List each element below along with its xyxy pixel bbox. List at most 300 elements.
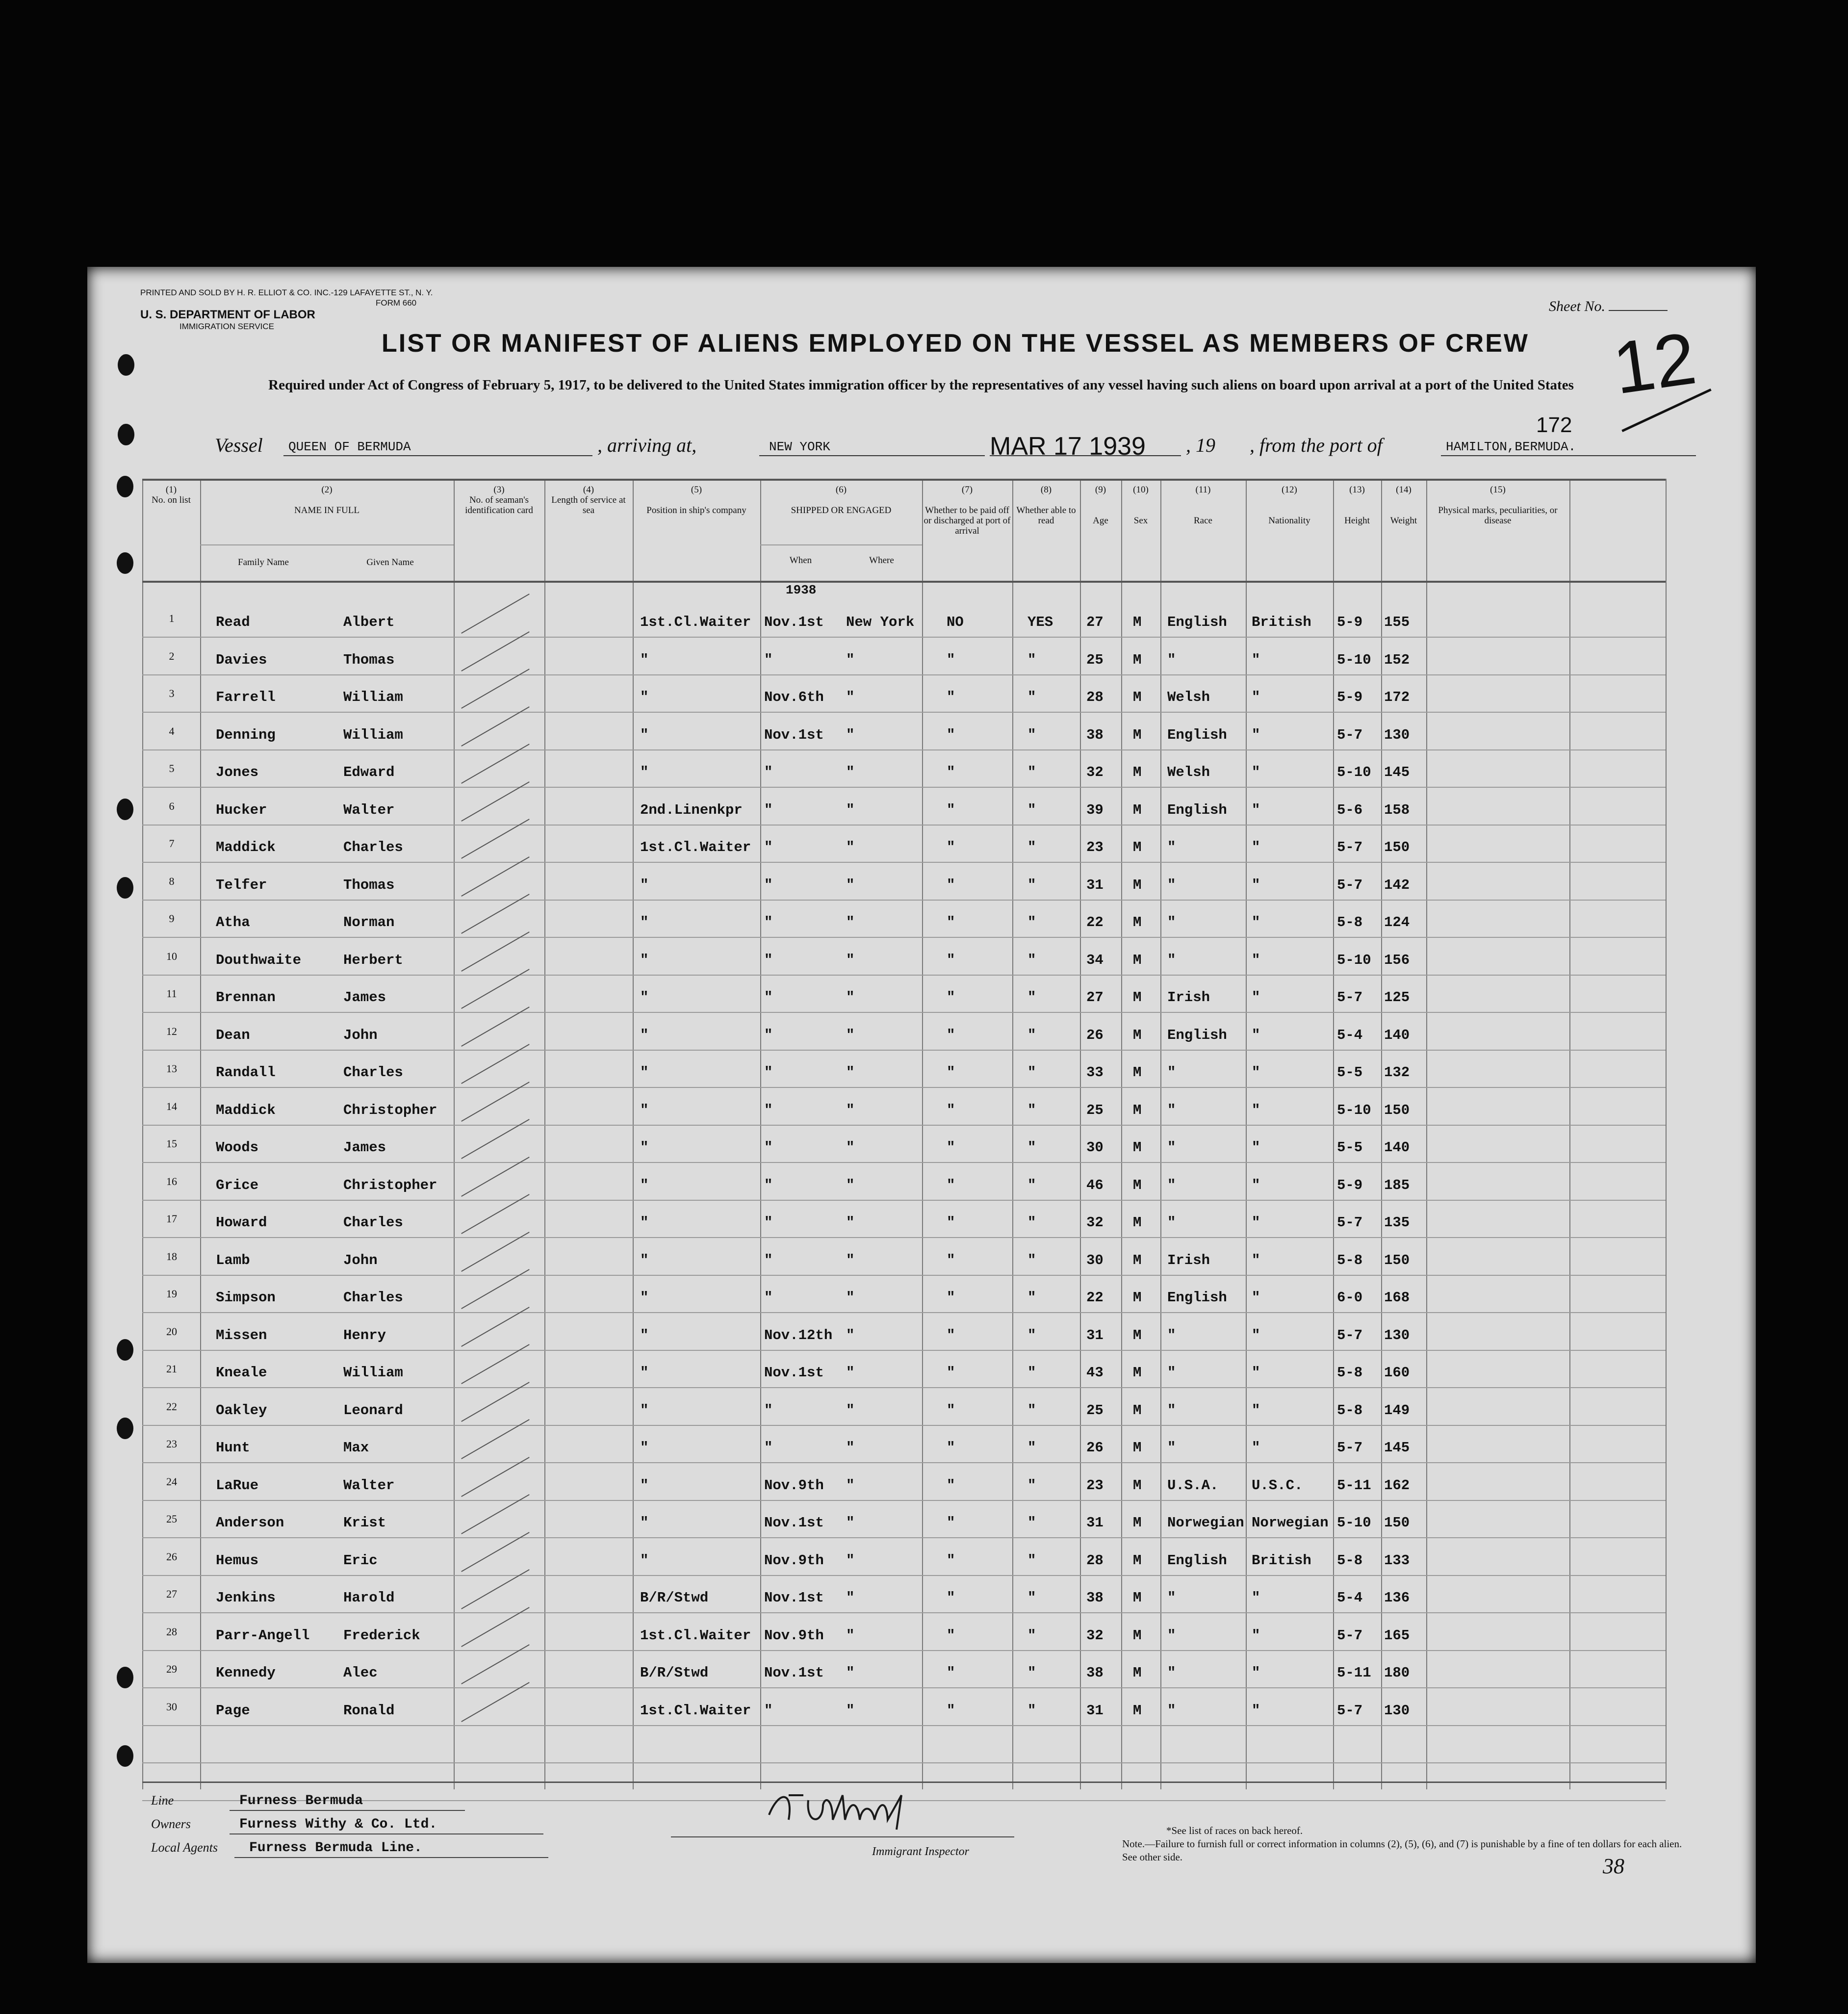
position: " [640, 764, 649, 780]
given-name: Charles [343, 1290, 403, 1306]
paid-off: " [947, 1515, 955, 1531]
able-to-read: " [1027, 689, 1036, 705]
footer-owners: Owners Furness Withy & Co. Ltd. [151, 1817, 437, 1832]
race: Welsh [1167, 689, 1210, 705]
height: 5-7 [1337, 1702, 1363, 1719]
family-name: Brennan [216, 989, 276, 1006]
weight: 158 [1384, 801, 1410, 818]
row-number: 1 [169, 612, 175, 624]
col-header-age: (9) Age [1093, 485, 1108, 526]
sex: M [1133, 801, 1142, 818]
able-to-read: " [1027, 1627, 1036, 1644]
sex: M [1133, 726, 1142, 743]
race: English [1167, 1552, 1227, 1569]
weight: 150 [1384, 839, 1410, 855]
paid-off: " [947, 1440, 955, 1456]
shipped-where: " [846, 1290, 855, 1306]
weight: 145 [1384, 764, 1410, 780]
line-value: Furness Bermuda [239, 1793, 363, 1808]
age: 34 [1086, 952, 1104, 968]
sex: M [1133, 1627, 1142, 1644]
sex: M [1133, 764, 1142, 780]
paid-off: " [947, 914, 955, 930]
able-to-read: " [1027, 1027, 1036, 1043]
shipped-where: " [846, 726, 855, 743]
height: 5-8 [1337, 1252, 1363, 1268]
shipped-where: " [846, 1102, 855, 1118]
position: " [640, 1027, 649, 1043]
nationality: " [1252, 1214, 1260, 1231]
family-name: Jenkins [216, 1590, 276, 1606]
nationality: " [1252, 839, 1260, 855]
able-to-read: " [1027, 1440, 1036, 1456]
footer-agents: Local Agents Furness Bermuda Line. [151, 1840, 422, 1856]
weight: 156 [1384, 952, 1410, 968]
race: U.S.A. [1167, 1477, 1219, 1494]
weight: 150 [1384, 1252, 1410, 1268]
weight: 130 [1384, 1327, 1410, 1343]
race: " [1167, 1402, 1176, 1419]
weight: 165 [1384, 1627, 1410, 1644]
position: " [640, 1327, 649, 1343]
weight: 135 [1384, 1214, 1410, 1231]
col-header-race: (11) Race [1194, 485, 1212, 526]
weight: 155 [1384, 614, 1410, 630]
height: 5-9 [1337, 689, 1363, 705]
row-number: 14 [166, 1100, 177, 1112]
departure-port: HAMILTON,BERMUDA. [1446, 439, 1576, 454]
shipped-where: New York [846, 614, 915, 630]
race: " [1167, 1365, 1176, 1381]
race: " [1167, 1102, 1176, 1118]
race: English [1167, 801, 1227, 818]
family-name: Simpson [216, 1290, 276, 1306]
height: 5-8 [1337, 914, 1363, 930]
row-number: 17 [166, 1213, 177, 1225]
nationality: " [1252, 764, 1260, 780]
shipped-when: " [764, 877, 773, 893]
given-name: William [343, 726, 403, 743]
race: Irish [1167, 1252, 1210, 1268]
family-name: Randall [216, 1064, 276, 1081]
crew-table [142, 479, 1666, 1789]
race: Welsh [1167, 764, 1210, 780]
given-name: Thomas [343, 877, 395, 893]
shipped-when: " [764, 1402, 773, 1419]
shipped-where: " [846, 1627, 855, 1644]
nationality: " [1252, 989, 1260, 1006]
punch-hole [117, 1745, 133, 1767]
sex: M [1133, 1290, 1142, 1306]
paid-off: " [947, 764, 955, 780]
paid-off: " [947, 1064, 955, 1081]
sex: M [1133, 1252, 1142, 1268]
nationality: Norwegian [1252, 1515, 1329, 1531]
given-name: Charles [343, 1214, 403, 1231]
able-to-read: " [1027, 651, 1036, 668]
race: " [1167, 1440, 1176, 1456]
weight: 130 [1384, 726, 1410, 743]
position: 2nd.Linenkpr [640, 801, 743, 818]
given-name: Thomas [343, 651, 395, 668]
nationality: " [1252, 1102, 1260, 1118]
shipped-when: Nov.6th [764, 689, 824, 705]
age: 28 [1086, 689, 1104, 705]
age: 26 [1086, 1027, 1104, 1043]
row-rule [142, 1462, 1666, 1463]
row-rule [142, 1500, 1666, 1501]
position: " [640, 877, 649, 893]
col-header-no: (1) No. on list [152, 485, 191, 505]
row-rule [142, 937, 1666, 938]
date-stamp: MAR 17 1939 [990, 432, 1146, 461]
given-name: John [343, 1252, 378, 1268]
shipped-when: Nov.1st [764, 1515, 824, 1531]
row-number: 25 [166, 1513, 177, 1525]
row-number: 26 [166, 1550, 177, 1563]
vessel-line: Vessel QUEEN OF BERMUDA , arriving at, NEW YORK MAR 17 1939 , 19 , from the port of HAMILTON,BERMUDA. [215, 434, 1667, 463]
punch-hole [117, 799, 133, 820]
sex: M [1133, 914, 1142, 930]
family-name: Woods [216, 1139, 259, 1156]
row-rule [142, 1575, 1666, 1576]
row-rule [142, 1762, 1666, 1763]
shipped-where: " [846, 1665, 855, 1681]
punch-hole [118, 424, 134, 445]
family-name: Missen [216, 1327, 267, 1343]
position: " [640, 914, 649, 930]
family-name: Denning [216, 726, 276, 743]
height: 5-10 [1337, 1102, 1371, 1118]
shipped-when: " [764, 1290, 773, 1306]
family-name: Davies [216, 651, 267, 668]
age: 23 [1086, 1477, 1104, 1494]
shipped-when: Nov.12th [764, 1327, 833, 1343]
weight: 125 [1384, 989, 1410, 1006]
row-number: 5 [169, 762, 175, 775]
weight: 162 [1384, 1477, 1410, 1494]
sheet-number: Sheet No. [1549, 298, 1668, 315]
shipped-where: " [846, 1440, 855, 1456]
race: " [1167, 1139, 1176, 1156]
nationality: " [1252, 914, 1260, 930]
shipped-where: " [846, 1702, 855, 1719]
height: 5-8 [1337, 1552, 1363, 1569]
shipped-where: " [846, 1477, 855, 1494]
weight: 140 [1384, 1027, 1410, 1043]
able-to-read: " [1027, 1102, 1036, 1118]
weight: 130 [1384, 1702, 1410, 1719]
race: Norwegian [1167, 1515, 1244, 1531]
row-number: 8 [169, 875, 175, 887]
height: 5-7 [1337, 1327, 1363, 1343]
paid-off: " [947, 1552, 955, 1569]
page-number: 172 [1536, 413, 1572, 437]
position: 1st.Cl.Waiter [640, 1627, 751, 1644]
row-rule [142, 1725, 1666, 1726]
manifest-sheet [87, 267, 1756, 1963]
paid-off: " [947, 1290, 955, 1306]
age: 31 [1086, 877, 1104, 893]
nationality: " [1252, 801, 1260, 818]
given-name: Edward [343, 764, 395, 780]
weight: 140 [1384, 1139, 1410, 1156]
weight: 124 [1384, 914, 1410, 930]
col-header-when: When [789, 555, 812, 566]
shipped-when: Nov.1st [764, 1365, 824, 1381]
sex: M [1133, 1515, 1142, 1531]
age: 22 [1086, 1290, 1104, 1306]
age: 32 [1086, 1627, 1104, 1644]
family-name: Page [216, 1702, 250, 1719]
sex: M [1133, 1402, 1142, 1419]
race: " [1167, 1665, 1176, 1681]
shipped-where: " [846, 1402, 855, 1419]
position: " [640, 1064, 649, 1081]
position: 1st.Cl.Waiter [640, 839, 751, 855]
shipped-when: " [764, 952, 773, 968]
nationality: " [1252, 952, 1260, 968]
sex: M [1133, 1102, 1142, 1118]
given-name: William [343, 689, 403, 705]
family-name: Farrell [216, 689, 276, 705]
sex: M [1133, 651, 1142, 668]
given-name: William [343, 1365, 403, 1381]
paid-off: " [947, 1102, 955, 1118]
shipped-when: Nov.1st [764, 726, 824, 743]
race: " [1167, 1177, 1176, 1193]
row-number: 11 [166, 987, 177, 1000]
given-name: Eric [343, 1552, 378, 1569]
age: 38 [1086, 1665, 1104, 1681]
able-to-read: " [1027, 764, 1036, 780]
shipped-when: " [764, 914, 773, 930]
race: " [1167, 1214, 1176, 1231]
weight: 133 [1384, 1552, 1410, 1569]
col-header-physical: (15) Physical marks, peculiarities, or disease [1438, 485, 1558, 526]
punch-hole [117, 1667, 133, 1688]
able-to-read: " [1027, 1365, 1036, 1381]
able-to-read: " [1027, 1477, 1036, 1494]
shipped-where: " [846, 1177, 855, 1193]
height: 5-9 [1337, 614, 1363, 630]
paid-off: " [947, 1627, 955, 1644]
able-to-read: " [1027, 1590, 1036, 1606]
shipped-when: " [764, 1177, 773, 1193]
paid-off: " [947, 1214, 955, 1231]
col-header-family: Family Name [238, 557, 289, 568]
family-name: Kennedy [216, 1665, 276, 1681]
weight: 149 [1384, 1402, 1410, 1419]
sex: M [1133, 1214, 1142, 1231]
shipped-when: " [764, 651, 773, 668]
row-number: 20 [166, 1325, 177, 1338]
nationality: " [1252, 1290, 1260, 1306]
shipped-when: Nov.1st [764, 1665, 824, 1681]
row-number: 12 [166, 1025, 177, 1037]
family-name: Parr-Angell [216, 1627, 310, 1644]
age: 38 [1086, 726, 1104, 743]
paid-off: " [947, 1139, 955, 1156]
row-number: 6 [169, 800, 175, 812]
race: " [1167, 1064, 1176, 1081]
family-name: Howard [216, 1214, 267, 1231]
race: " [1167, 1702, 1176, 1719]
race: English [1167, 614, 1227, 630]
form-notes: *See list of races on back hereof. Note.—Failure to furnish full or correct information in columns (2), (5), (6), and (7) is punishable by a fine of ten dollars for each alien. See other side. [1122, 1825, 1682, 1863]
given-name: John [343, 1027, 378, 1043]
paid-off: " [947, 1177, 955, 1193]
weight: 185 [1384, 1177, 1410, 1193]
sex: M [1133, 1327, 1142, 1343]
race: English [1167, 1027, 1227, 1043]
family-name: Kneale [216, 1365, 267, 1381]
nationality: " [1252, 1702, 1260, 1719]
sex: M [1133, 952, 1142, 968]
shipped-where: " [846, 877, 855, 893]
able-to-read: " [1027, 1665, 1036, 1681]
corner-mark: 38 [1603, 1854, 1624, 1878]
row-rule [142, 1425, 1666, 1426]
shipped-where: " [846, 1590, 855, 1606]
punch-hole [117, 552, 133, 574]
race: " [1167, 1627, 1176, 1644]
row-number: 16 [166, 1175, 177, 1188]
row-number: 10 [166, 950, 177, 962]
printer-imprint: PRINTED AND SOLD BY H. R. ELLIOT & CO. INC.-129 LAFAYETTE ST., N. Y. FORM 660 [140, 288, 433, 308]
paid-off: " [947, 1327, 955, 1343]
handwritten-sheet-number: 12 [1608, 316, 1701, 410]
nationality: " [1252, 1327, 1260, 1343]
shipped-where: " [846, 1327, 855, 1343]
position: 1st.Cl.Waiter [640, 614, 751, 630]
shipped-when: Nov.9th [764, 1477, 824, 1494]
given-name: James [343, 989, 386, 1006]
age: 28 [1086, 1552, 1104, 1569]
age: 22 [1086, 914, 1104, 930]
row-rule [142, 749, 1666, 750]
given-name: Alec [343, 1665, 378, 1681]
height: 5-7 [1337, 1214, 1363, 1231]
agents-value: Furness Bermuda Line. [249, 1840, 422, 1856]
height: 5-7 [1337, 989, 1363, 1006]
row-rule [142, 1387, 1666, 1388]
nationality: " [1252, 1139, 1260, 1156]
sex: M [1133, 1590, 1142, 1606]
given-name: Frederick [343, 1627, 420, 1644]
able-to-read: " [1027, 1402, 1036, 1419]
col-header-height: (13) Height [1344, 485, 1370, 526]
position: " [640, 1102, 649, 1118]
paid-off: " [947, 726, 955, 743]
arriving-port: NEW YORK [769, 439, 830, 454]
sex: M [1133, 1027, 1142, 1043]
position: " [640, 1552, 649, 1569]
nationality: " [1252, 877, 1260, 893]
vessel-name: QUEEN OF BERMUDA [288, 439, 411, 454]
given-name: Leonard [343, 1402, 403, 1419]
given-name: James [343, 1139, 386, 1156]
row-rule [142, 825, 1666, 826]
given-name: Harold [343, 1590, 395, 1606]
shipped-where: " [846, 1552, 855, 1569]
shipped-when: " [764, 839, 773, 855]
shipped-when: " [764, 801, 773, 818]
position: " [640, 1177, 649, 1193]
height: 5-11 [1337, 1665, 1371, 1681]
given-name: Norman [343, 914, 395, 930]
shipped-when: " [764, 1064, 773, 1081]
punch-hole [118, 354, 134, 376]
height: 6-0 [1337, 1290, 1363, 1306]
race: English [1167, 1290, 1227, 1306]
weight: 150 [1384, 1515, 1410, 1531]
row-rule [142, 712, 1666, 713]
paid-off: " [947, 801, 955, 818]
weight: 168 [1384, 1290, 1410, 1306]
race: " [1167, 839, 1176, 855]
weight: 152 [1384, 651, 1410, 668]
given-name: Ronald [343, 1702, 395, 1719]
age: 43 [1086, 1365, 1104, 1381]
given-name: Christopher [343, 1177, 437, 1193]
given-name: Herbert [343, 952, 403, 968]
row-number: 27 [166, 1588, 177, 1600]
shipped-where: " [846, 839, 855, 855]
paid-off: " [947, 1665, 955, 1681]
shipped-where: " [846, 1064, 855, 1081]
age: 25 [1086, 1102, 1104, 1118]
height: 5-7 [1337, 877, 1363, 893]
sex: M [1133, 689, 1142, 705]
age: 25 [1086, 1402, 1104, 1419]
height: 5-7 [1337, 839, 1363, 855]
nationality: " [1252, 689, 1260, 705]
row-number: 28 [166, 1625, 177, 1638]
row-rule [142, 1537, 1666, 1538]
shipped-where: " [846, 952, 855, 968]
weight: 180 [1384, 1665, 1410, 1681]
shipped-where: " [846, 1139, 855, 1156]
shipped-where: " [846, 1365, 855, 1381]
able-to-read: " [1027, 1064, 1036, 1081]
position: " [640, 989, 649, 1006]
age: 27 [1086, 989, 1104, 1006]
race: " [1167, 1590, 1176, 1606]
shipped-where: " [846, 764, 855, 780]
row-rule [142, 1200, 1666, 1201]
shipped-where: " [846, 1252, 855, 1268]
position: B/R/Stwd [640, 1665, 709, 1681]
sex: M [1133, 614, 1142, 630]
able-to-read: " [1027, 989, 1036, 1006]
family-name: Lamb [216, 1252, 250, 1268]
height: 5-11 [1337, 1477, 1371, 1494]
able-to-read: " [1027, 1214, 1036, 1231]
shipped-when: " [764, 1139, 773, 1156]
year-note: 1938 [786, 583, 817, 597]
nationality: " [1252, 1665, 1260, 1681]
position: " [640, 1290, 649, 1306]
able-to-read: " [1027, 726, 1036, 743]
position: " [640, 726, 649, 743]
shipped-where: " [846, 914, 855, 930]
nationality: British [1252, 614, 1311, 630]
height: 5-8 [1337, 1365, 1363, 1381]
position: " [640, 1252, 649, 1268]
given-name: Max [343, 1440, 369, 1456]
sex: M [1133, 1064, 1142, 1081]
